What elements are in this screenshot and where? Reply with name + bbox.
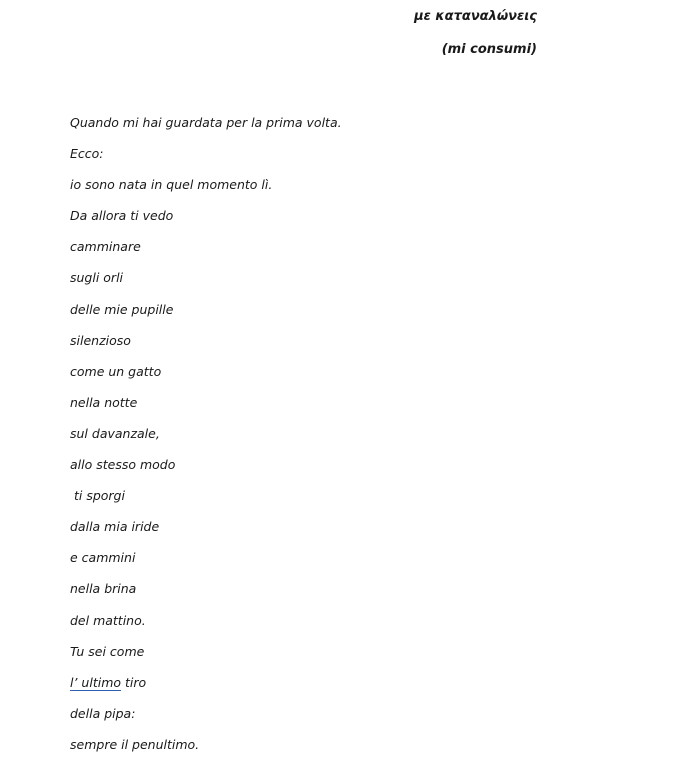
spellcheck-underlined-text[interactable]: l’ ultimo: [70, 674, 122, 690]
poem-line: e cammini: [70, 550, 136, 566]
poem-title: [414, 8, 537, 58]
poem-line: allo stesso modo: [70, 457, 176, 473]
poem-line: del mattino.: [70, 612, 146, 628]
poem-body: [70, 107, 342, 760]
poem-line: dalla mia iride: [70, 519, 160, 535]
poem-line-rest: tiro: [121, 674, 147, 690]
poem-line: Tu sei come: [70, 643, 145, 659]
poem-line: della pipa:: [70, 705, 136, 721]
poem-line: ti sporgi: [70, 488, 125, 504]
poem-line: Da allora ti vedo: [70, 208, 174, 224]
poem-line: sul davanzale,: [70, 425, 160, 441]
poem-line: nella brina: [70, 581, 137, 597]
poem-line: sempre il penultimo.: [70, 736, 200, 752]
poem-line-ultimo: [70, 667, 342, 698]
poem-line: nella notte: [70, 394, 138, 410]
poem-line: come un gatto: [70, 363, 162, 379]
title-italian: (mi consumi): [441, 42, 537, 57]
poem-line: camminare: [70, 239, 141, 255]
poem-line: Quando mi hai guardata per la prima volta.: [70, 115, 342, 130]
poem-line: sugli orli: [70, 270, 124, 286]
poem-line: delle mie pupille: [70, 301, 174, 317]
poem-line: io sono nata in quel momento lì.: [70, 177, 273, 193]
title-greek: με καταναλώνεις: [414, 9, 537, 24]
poem-line: Ecco:: [70, 146, 104, 162]
poem-line: silenzioso: [70, 332, 131, 348]
